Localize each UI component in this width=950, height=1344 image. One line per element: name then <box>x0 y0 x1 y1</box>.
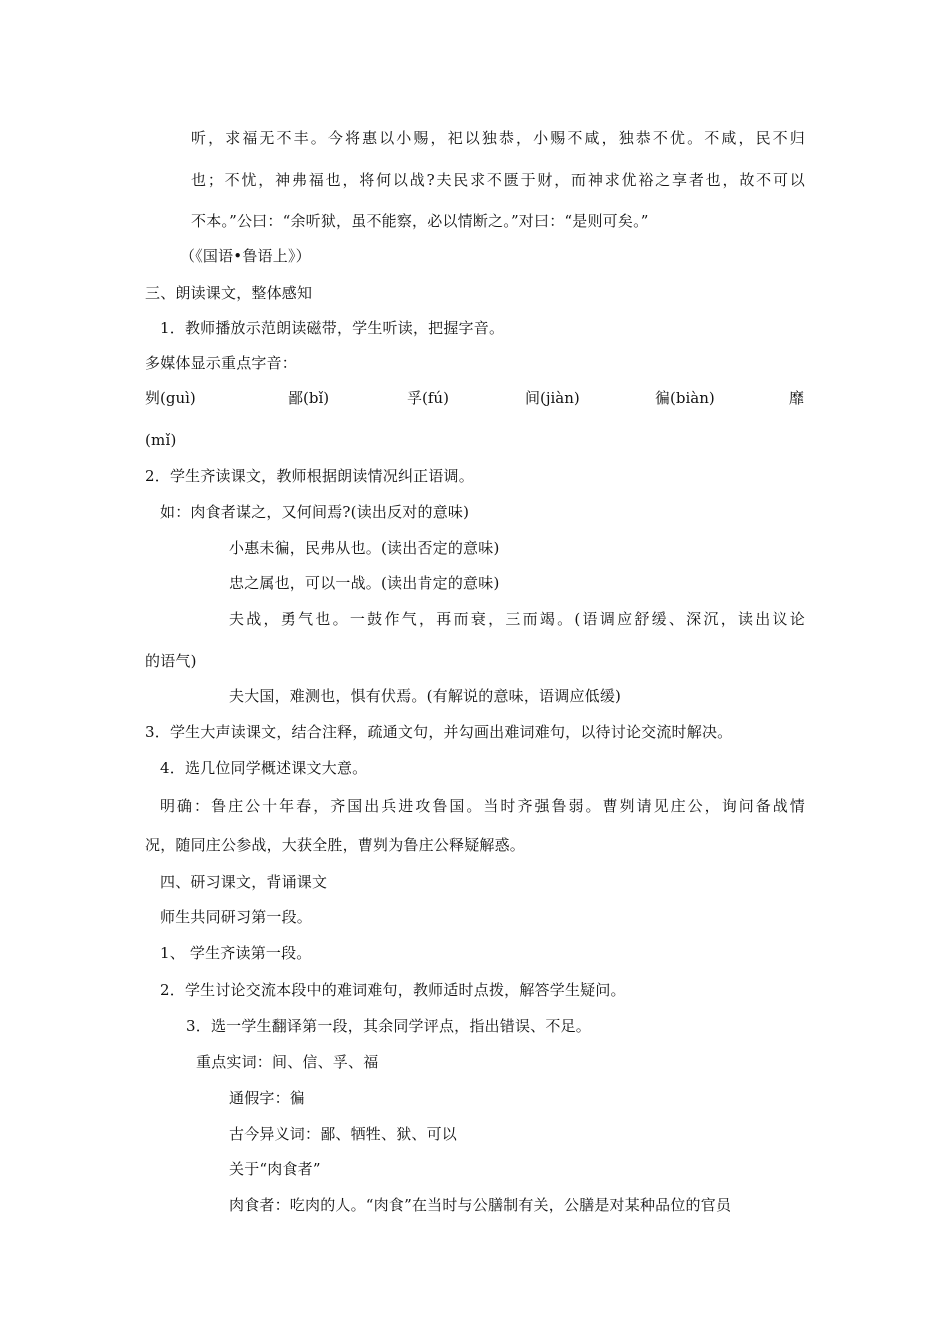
pinyin-item: 刿(guì) <box>145 389 196 407</box>
text-line: 况，随同庄公参战，大获全胜，曹刿为鲁庄公释疑解惑。 <box>145 836 526 854</box>
text-line: 关于“肉食者” <box>229 1160 321 1178</box>
text-line: 的语气) <box>145 652 197 670</box>
section-heading: 三、朗读课文，整体感知 <box>145 284 313 302</box>
text-line: 3．学生大声读课文，结合注释，疏通文句，并勾画出难词难句，以待讨论交流时解决。 <box>145 723 733 741</box>
text-line: 夫战，勇气也。一鼓作气，再而衰，三而竭。(语调应舒缓、深沉，读出议论 <box>229 610 805 628</box>
text-line: 2．学生讨论交流本段中的难词难句，教师适时点拨，解答学生疑问。 <box>160 981 626 999</box>
text-line: 2．学生齐读课文，教师根据朗读情况纠正语调。 <box>145 467 474 485</box>
text-line: 1．教师播放示范朗读磁带，学生听读，把握字音。 <box>160 319 505 337</box>
text-line: 也；不忧，神弗福也，将何以战?夫民求不匮于财，而神求优裕之享者也，故不可以 <box>191 171 805 189</box>
text-line: (mǐ) <box>145 431 177 449</box>
section-heading: 四、研习课文，背诵课文 <box>160 873 328 891</box>
text-line: 3．选一学生翻译第一段，其余同学评点，指出错误、不足。 <box>186 1017 591 1035</box>
text-line: 肉食者：吃肉的人。“肉食”在当时与公膳制有关，公膳是对某种品位的官员 <box>229 1196 732 1214</box>
text-line: 不本。”公曰：“余听狱，虽不能察，必以情断之。”对曰：“是则可矣。” <box>191 212 649 230</box>
text-line: 听，求福无不丰。今将惠以小赐，祀以独恭，小赐不咸，独恭不优。不咸，民不归 <box>191 129 805 147</box>
source-citation: （《国语•鲁语上》） <box>180 247 311 265</box>
text-line: 忠之属也，可以一战。(读出肯定的意味) <box>229 574 500 592</box>
text-line: 夫大国，难测也，惧有伏焉。(有解说的意味，语调应低缓) <box>229 687 622 705</box>
text-line: 4．选几位同学概述课文大意。 <box>160 759 368 777</box>
pinyin-item: 鄙(bǐ) <box>288 389 330 407</box>
text-line: 师生共同研习第一段。 <box>160 908 313 926</box>
text-line: 重点实词：间、信、孚、福 <box>196 1053 379 1071</box>
pinyin-item: 间(jiàn) <box>525 389 580 407</box>
text-line: 小惠未徧，民弗从也。(读出否定的意味) <box>229 539 500 557</box>
pinyin-item: 孚(fú) <box>407 389 449 407</box>
text-line: 通假字：徧 <box>229 1089 306 1107</box>
text-line: 多媒体显示重点字音： <box>145 354 298 372</box>
text-line: 1、 学生齐读第一段。 <box>160 944 312 962</box>
text-line: 古今异义词：鄙、牺牲、狱、可以 <box>229 1125 458 1143</box>
text-line: 明确：鲁庄公十年春，齐国出兵进攻鲁国。当时齐强鲁弱。曹刿请见庄公，询问备战情 <box>160 797 805 815</box>
pinyin-list <box>145 388 805 410</box>
text-line: 如：肉食者谋之，又何间焉?(读出反对的意味) <box>160 503 470 521</box>
pinyin-item: 靡 <box>789 389 805 407</box>
pinyin-item: 徧(biàn) <box>655 389 715 407</box>
